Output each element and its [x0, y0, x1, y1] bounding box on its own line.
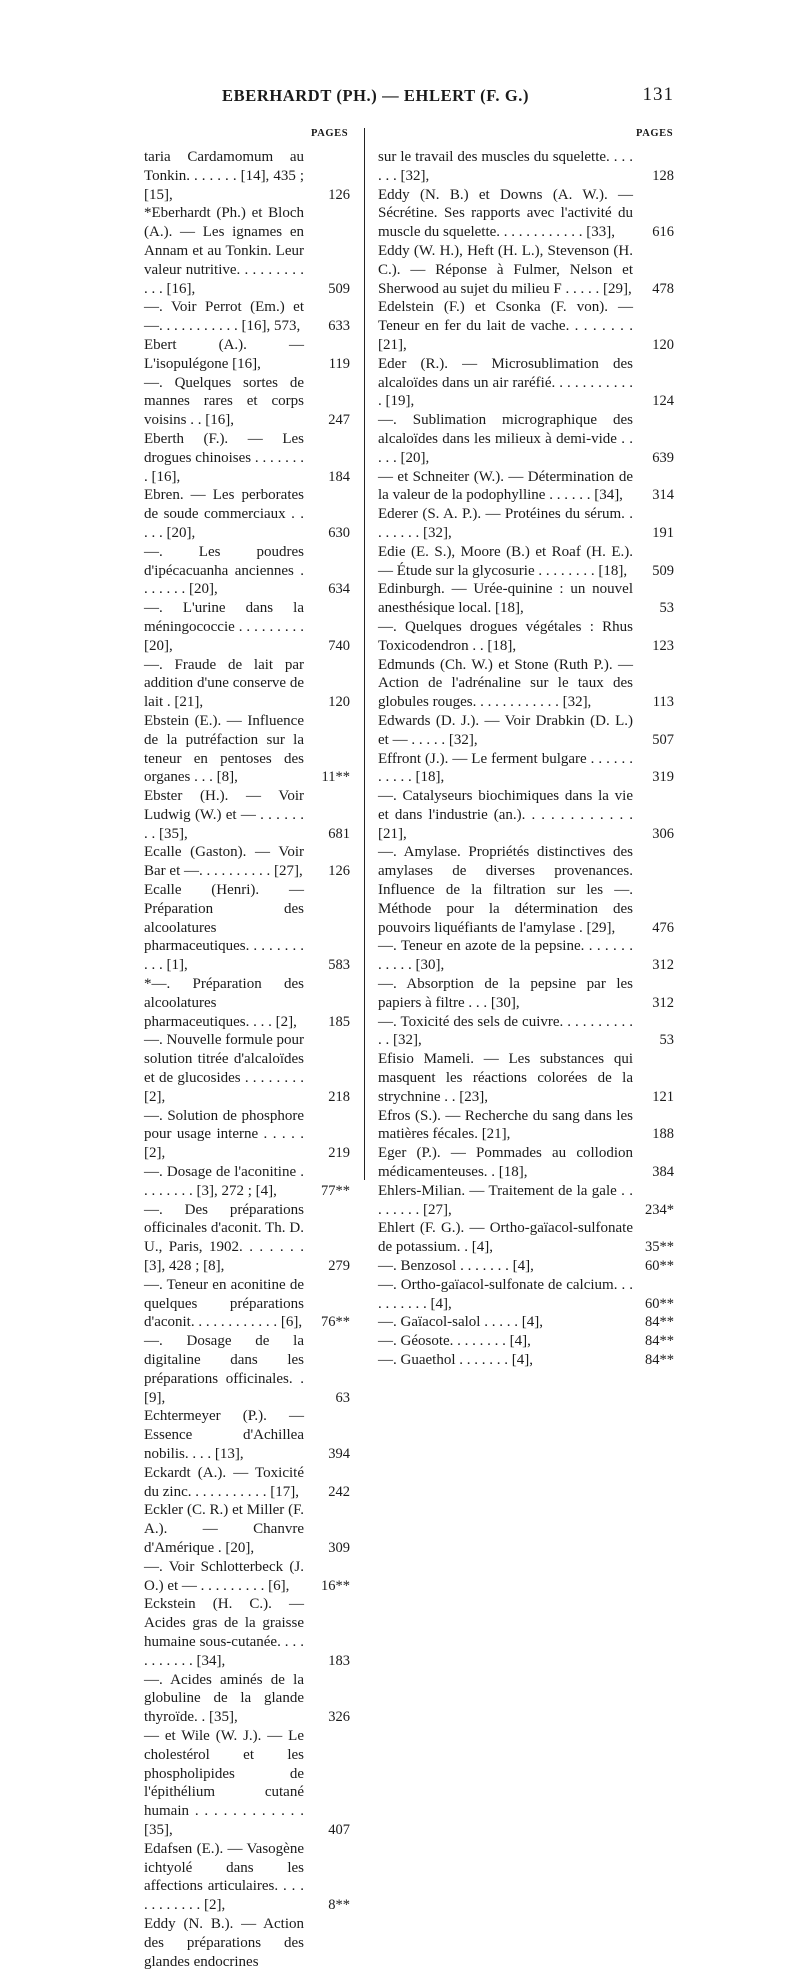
index-entry [144, 1107, 354, 1163]
index-entry-page: 76** [321, 1314, 350, 1331]
index-entry-text: Efisio Mameli. — Les substances qui masquent les réactions colorées de la strychnine . . [23], [378, 1051, 633, 1105]
index-entry-page: 740 [328, 637, 350, 654]
index-entry [378, 580, 678, 618]
index-entry-text: Edie (E. S.), Moore (B.) et Roaf (H. E.). — Étude sur la glycosurie . . . . . . . . [18], [378, 543, 633, 579]
index-entry [378, 468, 678, 506]
index-entry-page: 507 [652, 731, 674, 748]
index-entry-text: Edelstein (F.) et Csonka (F. von). — Teneur en fer du lait de vache. . . . . . . . [21], [378, 299, 633, 353]
index-entry-text: Ebstein (E.). — Influence de la putréfaction sur la teneur en pentoses des organes . . . [8], [144, 712, 304, 786]
index-entry [144, 881, 354, 975]
index-entry-text: —. Guaethol . . . . . . . [4], [378, 1352, 533, 1368]
index-entry-page: 279 [328, 1258, 350, 1275]
index-entry [378, 1182, 678, 1220]
index-entry-page: 53 [659, 600, 674, 617]
index-entry-page: 128 [652, 167, 674, 184]
index-entry-text: —. Voir Perrot (Em.) et —. . . . . . . . . . . [16], 573, [144, 299, 304, 335]
index-entry-page: 326 [328, 1709, 350, 1726]
index-entry-page: 681 [328, 825, 350, 842]
index-entry [378, 242, 678, 298]
index-entry-text: Eger (P.). — Pommades au collodion médicamenteuses. . [18], [378, 1145, 633, 1181]
index-entry [144, 543, 354, 599]
index-entry-page: 247 [328, 412, 350, 429]
index-entry [378, 1257, 678, 1276]
index-entry [378, 298, 678, 354]
index-entry-page: 616 [652, 224, 674, 241]
index-entry-page: 312 [652, 994, 674, 1011]
index-entry [144, 975, 354, 1031]
index-entry [144, 1163, 354, 1201]
page-number: 131 [642, 84, 674, 105]
index-entry [378, 750, 678, 788]
index-entry-text: —. Gaïacol-salol . . . . . [4], [378, 1314, 543, 1331]
index-entry-text: Ebert (A.). — L'isopulégone [16], [144, 336, 304, 372]
index-entry-text: —. Catalyseurs biochimiques dans la vie et dans l'industrie (an.). . . . . . . . . . . . [21], [378, 788, 633, 842]
index-entry-text: —. Toxicité des sels de cuivre. . . . . . . . . . . . [32], [378, 1013, 633, 1049]
index-entry-text: Eddy (N. B.). — Action des préparations des glandes endocrines [144, 1915, 304, 1970]
index-entry-page: 242 [328, 1483, 350, 1500]
index-entry-text: —. Absorption de la pepsine par les papiers à filtre . . . [30], [378, 976, 633, 1011]
index-entry-text: Edinburgh. — Urée-quinine : un nouvel anesthésique local. [18], [378, 581, 633, 617]
index-entry [378, 712, 678, 750]
index-entry [144, 1558, 354, 1596]
index-entry-text: Efros (S.). — Recherche du sang dans les matières fécales. [21], [378, 1107, 633, 1143]
index-entry-page: 124 [652, 393, 674, 410]
index-entry [144, 1727, 354, 1840]
index-entry-page: 188 [652, 1126, 674, 1143]
index-entry-text: —. Sublimation micrographique des alcaloïdes dans les milieux à demi-vide . . . . . [20], [378, 412, 633, 466]
page-header [0, 82, 800, 112]
index-entry-text: —. Acides aminés de la globuline de la glande thyroïde. . [35], [144, 1671, 304, 1726]
index-entry-page: 191 [652, 524, 674, 541]
index-entry [378, 656, 678, 712]
index-entry-page: 509 [328, 280, 350, 297]
index-entry-text: Ehlers-Milian. — Traitement de la gale . . . . . . . . [27], [378, 1182, 633, 1218]
index-entry-text: —. Teneur en azote de la pepsine. . . . . . . . . . . . [30], [378, 938, 633, 974]
index-entry-text: *Eberhardt (Ph.) et Bloch (A.). — Les ignames en Annam et au Tonkin. Leur valeur nutritive. . . . . . . . . . . . [16], [144, 205, 304, 297]
index-entry [144, 486, 354, 542]
index-entry-text: —. Nouvelle formule pour solution titrée d'alcaloïdes et de glucosides . . . . . . . . [2], [144, 1032, 304, 1105]
index-entry-text: Ehlert (F. G.). — Ortho-gaïacol-sulfonate de potassium. . [4], [378, 1220, 633, 1256]
index-entry [378, 1332, 678, 1351]
index-entry [144, 1031, 354, 1106]
index-entry-text: —. Quelques drogues végétales : Rhus Toxicodendron . . [18], [378, 618, 633, 654]
index-entry-text: —. Amylase. Propriétés distinctives des amylases de diverses provenances. Influence de la filtration sur les —. Méthode pour la détermination des pouvoirs liquéfiants de l'amylase . [29], [378, 844, 633, 936]
index-entry [144, 1671, 354, 1727]
index-entry-page: 77** [321, 1182, 350, 1199]
index-entry [378, 1313, 678, 1332]
index-entry-text: —. Benzosol . . . . . . . [4], [378, 1258, 534, 1275]
index-entry-page: 84** [645, 1314, 674, 1331]
index-entry-text: Eckstein (H. C.). — Acides gras de la graisse humaine sous-cutanée. . . . . . . . . . . [34], [144, 1596, 304, 1669]
index-entry [144, 1407, 354, 1463]
index-entry-text: Ecalle (Gaston). — Voir Bar et —. . . . . . . . . . [27], [144, 844, 304, 880]
pages-column-label: PAGES [636, 128, 674, 139]
index-entry-page: 35** [645, 1239, 674, 1256]
index-entry [378, 937, 678, 975]
index-entry-text: Ecalle (Henri). — Préparation des alcoolatures pharmaceutiques. . . . . . . . . . . [1], [144, 882, 304, 974]
index-entry [144, 1501, 354, 1557]
index-entry [144, 1840, 354, 1915]
index-entry-page: 60** [645, 1295, 674, 1312]
index-entry [144, 336, 354, 374]
index-entry [144, 298, 354, 336]
index-entry-page: 509 [652, 562, 674, 579]
index-entry-page: 84** [645, 1333, 674, 1350]
index-entry-text: *—. Préparation des alcoolatures pharmaceutiques. . . . [2], [144, 976, 304, 1030]
right-entries-list [378, 148, 678, 1370]
index-entry [144, 656, 354, 712]
index-entry-page: 309 [328, 1539, 350, 1556]
index-entry-page: 63 [335, 1389, 350, 1406]
index-entry-page: 113 [652, 694, 674, 711]
index-entry-text: —. Teneur en aconitine de quelques préparations d'aconit. . . . . . . . . . . . [6], [144, 1276, 304, 1331]
index-entry-text: sur le travail des muscles du squelette. . . . . . . [32], [378, 149, 633, 184]
index-entry [144, 712, 354, 787]
index-entry-text: Eddy (W. H.), Heft (H. L.), Stevenson (H. C.). — Réponse à Fulmer, Nelson et Sherwood au sujet du milieu F . . . . . [29], [378, 242, 633, 297]
index-entry-page: 384 [652, 1164, 674, 1181]
index-entry [144, 1464, 354, 1502]
index-entry [144, 599, 354, 655]
index-entry-page: 16** [321, 1577, 350, 1594]
index-entry-page: 306 [652, 825, 674, 842]
index-entry [144, 1276, 354, 1332]
index-entry [378, 1351, 678, 1370]
index-entry-text: Ebren. — Les perborates de soude commerciaux . . . . . [20], [144, 487, 304, 541]
index-entry-page: 633 [328, 318, 350, 335]
index-entry-page: 234* [645, 1201, 674, 1218]
index-entry-text: — et Wile (W. J.). — Le cholestérol et les phospholipides de l'épithélium cutané humain . . . . . . . . . . . . [35], [144, 1727, 304, 1838]
index-entry-text: Eckardt (A.). — Toxicité du zinc. . . . . . . . . . . [17], [144, 1464, 304, 1500]
index-entry-page: 121 [652, 1088, 674, 1105]
index-entry [378, 186, 678, 242]
index-entry [144, 1915, 354, 1971]
index-entry-text: Edwards (D. J.). — Voir Drabkin (D. L.) et — . . . . . [32], [378, 712, 633, 748]
index-entry-text: taria Cardamomum au Tonkin. . . . . . . [14], 435 ; [15], [144, 149, 304, 203]
index-entry-page: 123 [652, 637, 674, 654]
index-entry [378, 975, 678, 1013]
index-entry-text: —. Quelques sortes de mannes rares et corps voisins . . [16], [144, 374, 304, 429]
index-entry [144, 1332, 354, 1407]
index-entry-text: Eckler (C. R.) et Miller (F. A.). — Chanvre d'Amérique . [20], [144, 1502, 304, 1556]
index-entry-text: — et Schneiter (W.). — Détermination de la valeur de la podophylline . . . . . . [34], [378, 468, 633, 504]
index-entry [144, 430, 354, 486]
index-entry-page: 8** [328, 1897, 350, 1914]
index-entry-text: —. Ortho-gaïacol-sulfonate de calcium. . . . . . . . . . [4], [378, 1276, 633, 1312]
index-entry [378, 1013, 678, 1051]
index-entry-page: 639 [652, 449, 674, 466]
index-entry-page: 119 [328, 355, 350, 372]
index-entry-page: 53 [659, 1032, 674, 1049]
index-entry-page: 478 [652, 280, 674, 297]
index-entry-text: Edafsen (E.). — Vasogène ichtyolé dans les affections articulaires. . . . . . . . . . . . [2], [144, 1840, 304, 1914]
index-entry-text: —. Solution de phosphore pour usage interne . . . . . [2], [144, 1107, 304, 1162]
index-entry [378, 1219, 678, 1257]
index-entry-text: Edmunds (Ch. W.) et Stone (Ruth P.). — Action de l'adrénaline sur le taux des globules rouges. . . . . . . . . . . . [32], [378, 656, 633, 711]
index-entry-page: 219 [328, 1145, 350, 1162]
index-entry-page: 126 [328, 863, 350, 880]
index-entry-page: 183 [328, 1652, 350, 1669]
index-entry-page: 126 [328, 186, 350, 203]
index-entry-page: 184 [328, 468, 350, 485]
index-entry [378, 148, 678, 186]
index-entry-page: 319 [652, 769, 674, 786]
index-entry-text: Eberth (F.). — Les drogues chinoises . . . . . . . . [16], [144, 430, 304, 485]
index-entry-text: —. Fraude de lait par addition d'une conserve de lait . [21], [144, 656, 304, 711]
index-entry-text: —. Dosage de l'aconitine . . . . . . . . [3], 272 ; [4], [144, 1164, 304, 1199]
index-entry [144, 148, 354, 204]
index-entry [378, 787, 678, 843]
index-entry-page: 11** [321, 769, 350, 786]
index-entry [144, 1595, 354, 1670]
index-entry-page: 634 [328, 581, 350, 598]
index-entry-text: Eddy (N. B.) et Downs (A. W.). — Sécrétine. Ses rapports avec l'activité du muscle du squelette. . . . . . . . . . . . [33], [378, 186, 633, 241]
index-entry-page: 218 [328, 1088, 350, 1105]
index-entry-page: 185 [328, 1013, 350, 1030]
index-entry-page: 394 [328, 1445, 350, 1462]
index-entry-page: 407 [328, 1821, 350, 1838]
pages-column-label: PAGES [311, 128, 349, 139]
index-entry-text: —. Géosote. . . . . . . . [4], [378, 1333, 531, 1350]
index-entry [144, 843, 354, 881]
index-entry [378, 355, 678, 411]
index-entry [378, 411, 678, 467]
index-entry-page: 120 [652, 336, 674, 353]
index-entry-page: 314 [652, 487, 674, 504]
index-entry [378, 505, 678, 543]
index-entry-page: 120 [328, 694, 350, 711]
index-entry-text: —. L'urine dans la méningococcie . . . . . . . . . [20], [144, 600, 304, 654]
index-entry-text: Ederer (S. A. P.). — Protéines du sérum. . . . . . . . [32], [378, 506, 633, 541]
index-entry [378, 543, 678, 581]
index-entry-page: 312 [652, 957, 674, 974]
index-entry [378, 618, 678, 656]
index-entry-text: Ebster (H.). — Voir Ludwig (W.) et — . . . . . . . . [35], [144, 788, 304, 842]
index-entry-text: —. Voir Schlotterbeck (J. O.) et — . . . . . . . . . [6], [144, 1558, 304, 1594]
running-head: EBERHARDT (PH.) — EHLERT (F. G.) [222, 86, 530, 105]
index-entry-page: 583 [328, 957, 350, 974]
index-entry-text: Echtermeyer (P.). — Essence d'Achillea nobilis. . . . [13], [144, 1408, 304, 1462]
index-entry-text: —. Les poudres d'ipécacuanha anciennes . . . . . . . [20], [144, 543, 304, 598]
column-divider [364, 128, 365, 1180]
index-entry [144, 1201, 354, 1276]
index-entry [378, 1144, 678, 1182]
index-entry-page: 476 [652, 919, 674, 936]
left-entries-list [144, 148, 354, 1971]
index-entry-text: Effront (J.). — Le ferment bulgare . . . . . . . . . . . [18], [378, 750, 633, 786]
index-entry [144, 787, 354, 843]
index-entry-text: —. Dosage de la digitaline dans les préparations officinales. . [9], [144, 1333, 304, 1406]
index-entry-text: Eder (R.). — Microsublimation des alcaloïdes dans un air raréfié. . . . . . . . . . . . [19], [378, 355, 633, 410]
index-entry [378, 843, 678, 937]
index-entry-page: 630 [328, 524, 350, 541]
index-entry [144, 204, 354, 298]
index-entry [378, 1276, 678, 1314]
index-entry-page: 60** [645, 1258, 674, 1275]
index-entry [144, 374, 354, 430]
index-entry-page: 84** [645, 1352, 674, 1368]
index-entry-text: —. Des préparations officinales d'aconit. Th. D. U., Paris, 1902. . . . . . . [3], 428 ; [8], [144, 1201, 304, 1275]
index-entry [378, 1050, 678, 1106]
index-entry [378, 1107, 678, 1145]
